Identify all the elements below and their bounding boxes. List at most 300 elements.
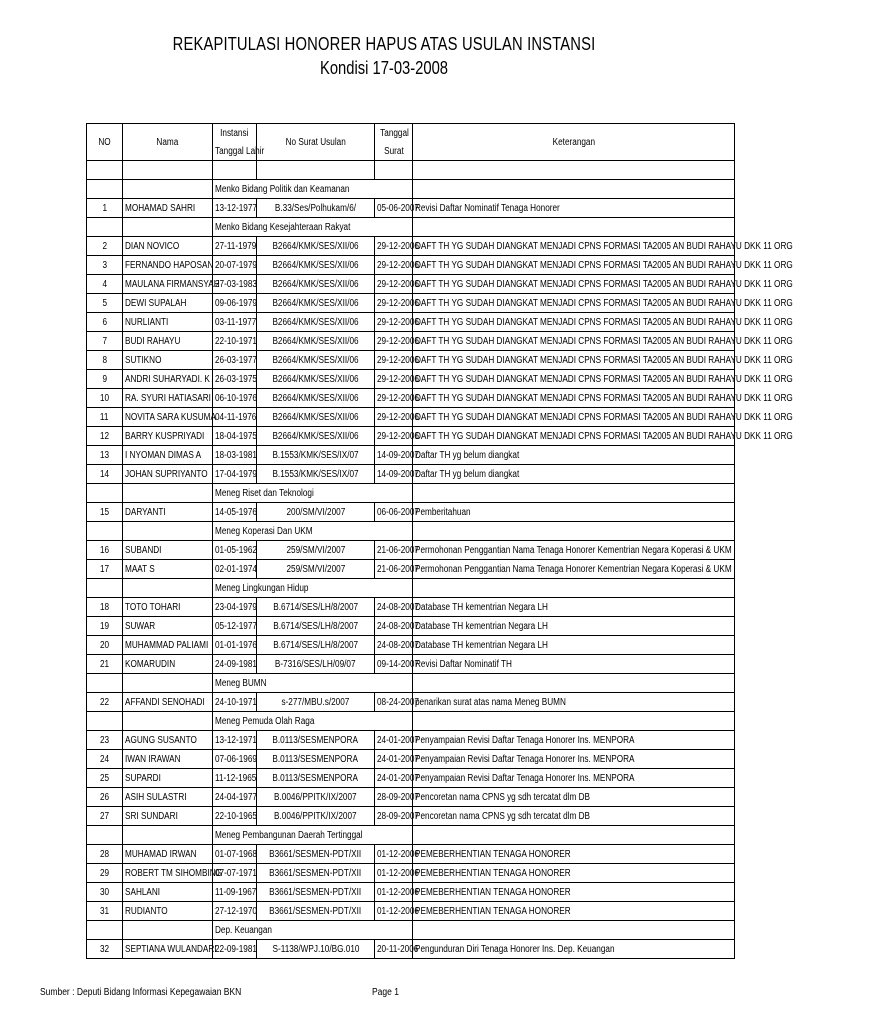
row-keterangan xyxy=(413,902,735,921)
row-tanggal-lahir-text: 14-05-1976 xyxy=(215,506,257,518)
row-keterangan xyxy=(413,788,735,807)
row-no-surat-text: 200/SM/VI/2007 xyxy=(286,506,345,518)
table-row xyxy=(87,446,735,465)
row-number xyxy=(87,503,123,522)
row-tanggal-lahir-text: 18-03-1981 xyxy=(215,449,257,461)
row-keterangan xyxy=(413,560,735,579)
table-row xyxy=(87,313,735,332)
row-number xyxy=(87,370,123,389)
row-keterangan-text: Penyampaian Revisi Daftar Tenaga Honorer Ins. MENPORA xyxy=(415,734,635,746)
section-label xyxy=(213,674,413,693)
row-no-surat-text: B.0113/SESMENPORA xyxy=(272,753,359,765)
row-keterangan-text: DAFT TH YG SUDAH DIANGKAT MENJADI CPNS FORMASI TA2005 AN BUDI RAHAYU DKK 11 ORG xyxy=(415,278,793,290)
section-label-text: Meneg Pembangunan Daerah Tertinggal xyxy=(215,829,363,841)
row-keterangan xyxy=(413,351,793,370)
header-nama: Nama xyxy=(123,124,213,161)
row-number-text: 31 xyxy=(99,905,110,917)
blank-cell xyxy=(87,161,123,180)
section-label xyxy=(213,579,413,598)
row-keterangan-text: Daftar TH yg belum diangkat xyxy=(415,468,520,480)
row-number xyxy=(87,560,123,579)
row-tanggal-surat xyxy=(375,389,419,408)
row-nama-text: SUWAR xyxy=(125,620,156,632)
row-number xyxy=(87,883,123,902)
row-tanggal-surat xyxy=(375,560,419,579)
row-tanggal-lahir xyxy=(213,370,257,389)
row-number-text: 9 xyxy=(102,373,107,385)
row-tanggal-surat xyxy=(375,465,419,484)
row-nama-text: ROBERT TM SIHOMBING xyxy=(125,867,223,879)
row-tanggal-surat xyxy=(375,731,419,750)
row-no-surat xyxy=(257,902,375,921)
row-tanggal-lahir xyxy=(213,427,257,446)
document-subtitle: Kondisi 17-03-2008 xyxy=(319,58,449,78)
row-tanggal-lahir-text: 22-10-1965 xyxy=(215,810,257,822)
row-tanggal-lahir xyxy=(213,769,257,788)
header-instansi: Instansi xyxy=(213,124,257,143)
row-tanggal-lahir-text: 11-12-1965 xyxy=(215,772,257,784)
row-keterangan-text: PEMEBERHENTIAN TENAGA HONORER xyxy=(415,848,571,860)
row-no-surat-text: B.33/Ses/Polhukam/6/ xyxy=(274,202,357,214)
row-nama-text: MUHAMMAD PALIAMI xyxy=(125,639,209,651)
row-no-surat-text: 259/SM/VI/2007 xyxy=(286,544,345,556)
row-tanggal-surat xyxy=(375,256,419,275)
row-no-surat xyxy=(257,655,375,674)
row-nama-text: SAHLANI xyxy=(125,886,161,898)
row-keterangan xyxy=(413,693,735,712)
table-row xyxy=(87,408,735,427)
row-tanggal-lahir-text: 20-07-1979 xyxy=(215,259,257,271)
row-nama-text: MUHAMAD IRWAN xyxy=(125,848,197,860)
row-keterangan xyxy=(413,864,735,883)
row-no-surat xyxy=(257,351,375,370)
row-number-text: 21 xyxy=(99,658,110,670)
row-nama xyxy=(123,389,213,408)
row-keterangan-text: DAFT TH YG SUDAH DIANGKAT MENJADI CPNS FORMASI TA2005 AN BUDI RAHAYU DKK 11 ORG xyxy=(415,297,793,309)
document-title: REKAPITULASI HONORER HAPUS ATAS USULAN INSTANSI xyxy=(172,34,596,54)
section-label-text: Menko Bidang Kesejahteraan Rakyat xyxy=(215,221,351,233)
row-keterangan xyxy=(413,332,793,351)
row-tanggal-surat-text: 01-12-2006 xyxy=(377,867,419,879)
row-no-surat-text: B2664/KMK/SES/XII/06 xyxy=(272,354,359,366)
row-number xyxy=(87,465,123,484)
table-row xyxy=(87,693,735,712)
row-nama-text: RUDIANTO xyxy=(125,905,168,917)
row-tanggal-lahir-text: 09-06-1979 xyxy=(215,297,257,309)
section-label-text: Meneg Koperasi Dan UKM xyxy=(215,525,313,537)
row-tanggal-lahir xyxy=(213,389,257,408)
row-tanggal-surat xyxy=(375,902,419,921)
section-ket-cell xyxy=(413,218,735,237)
row-tanggal-surat xyxy=(375,788,419,807)
row-tanggal-lahir-text: 17-04-1979 xyxy=(215,468,257,480)
row-keterangan-text: DAFT TH YG SUDAH DIANGKAT MENJADI CPNS FORMASI TA2005 AN BUDI RAHAYU DKK 11 ORG xyxy=(415,316,793,328)
table-row xyxy=(87,902,735,921)
row-keterangan-text: Daftar TH yg belum diangkat xyxy=(415,449,520,461)
row-tanggal-lahir xyxy=(213,617,257,636)
row-tanggal-lahir xyxy=(213,598,257,617)
row-tanggal-surat-text: 24-08-2007 xyxy=(377,639,419,651)
row-keterangan xyxy=(413,465,735,484)
row-nama xyxy=(123,503,213,522)
row-nama-text: I NYOMAN DIMAS A xyxy=(125,449,202,461)
table-body xyxy=(87,124,793,959)
row-tanggal-surat-text: 29-12-2006 xyxy=(377,297,419,309)
section-row xyxy=(87,921,735,940)
row-tanggal-lahir xyxy=(213,256,257,275)
row-tanggal-surat-text: 28-09-2007 xyxy=(377,810,419,822)
row-no-surat-text: B.0046/PPITK/IX/2007 xyxy=(274,791,357,803)
section-ket-cell xyxy=(413,921,735,940)
row-tanggal-lahir-text: 24-04-1977 xyxy=(215,791,257,803)
row-keterangan-text: Permohonan Penggantian Nama Tenaga Honorer Kementrian Negara Koperasi & UKM xyxy=(415,544,732,556)
section-no-cell xyxy=(87,484,123,503)
row-tanggal-surat xyxy=(375,693,419,712)
row-tanggal-lahir-text: 27-03-1983 xyxy=(215,278,257,290)
section-no-cell xyxy=(87,674,123,693)
section-name-cell xyxy=(123,579,213,598)
section-row xyxy=(87,180,735,199)
row-nama xyxy=(123,807,213,826)
row-tanggal-lahir xyxy=(213,883,257,902)
row-number-text: 25 xyxy=(99,772,110,784)
row-tanggal-surat xyxy=(375,655,419,674)
row-nama xyxy=(123,845,213,864)
row-number xyxy=(87,864,123,883)
row-number xyxy=(87,446,123,465)
table-row xyxy=(87,617,735,636)
row-tanggal-surat-text: 21-06-2007 xyxy=(377,544,419,556)
row-tanggal-lahir xyxy=(213,693,257,712)
row-nama-text: AFFANDI SENOHADI xyxy=(125,696,205,708)
row-number-text: 26 xyxy=(99,791,110,803)
row-tanggal-surat xyxy=(375,351,419,370)
section-no-cell xyxy=(87,579,123,598)
table-row xyxy=(87,370,735,389)
row-tanggal-surat xyxy=(375,617,419,636)
header-no-surat: No Surat Usulan xyxy=(257,124,375,161)
row-tanggal-surat-text: 20-11-2006 xyxy=(377,943,419,955)
row-number xyxy=(87,427,123,446)
section-no-cell xyxy=(87,826,123,845)
row-nama xyxy=(123,370,213,389)
row-keterangan xyxy=(413,408,793,427)
row-keterangan-text: Penyampaian Revisi Daftar Tenaga Honorer Ins. MENPORA xyxy=(415,772,635,784)
row-tanggal-surat xyxy=(375,598,419,617)
row-number-text: 11 xyxy=(100,411,109,423)
section-ket-cell xyxy=(413,522,735,541)
section-label-text: Dep. Keuangan xyxy=(215,924,273,936)
row-number xyxy=(87,788,123,807)
row-tanggal-surat-text: 09-14-2007 xyxy=(377,658,419,670)
row-number-text: 13 xyxy=(99,449,110,461)
row-number xyxy=(87,807,123,826)
row-number xyxy=(87,655,123,674)
row-number-text: 19 xyxy=(99,620,110,632)
row-no-surat xyxy=(257,617,375,636)
section-label xyxy=(213,484,413,503)
row-nama-text: SUPARDI xyxy=(125,772,161,784)
row-tanggal-lahir xyxy=(213,750,257,769)
row-nama-text: SEPTIANA WULANDARI xyxy=(125,943,217,955)
row-no-surat xyxy=(257,560,375,579)
row-keterangan xyxy=(413,883,735,902)
row-number xyxy=(87,256,123,275)
row-tanggal-surat-text: 29-12-2006 xyxy=(377,354,419,366)
row-tanggal-lahir-text: 24-10-1971 xyxy=(215,696,257,708)
row-nama-text: MAULANA FIRMANSYAH xyxy=(125,278,220,290)
row-keterangan xyxy=(413,636,735,655)
row-tanggal-lahir xyxy=(213,902,257,921)
table-row xyxy=(87,389,735,408)
table-header-row xyxy=(87,124,735,143)
row-tanggal-surat-text: 24-08-2007 xyxy=(377,601,419,613)
row-number-text: 8 xyxy=(102,354,107,366)
section-ket-cell xyxy=(413,579,735,598)
row-tanggal-lahir xyxy=(213,788,257,807)
row-nama xyxy=(123,655,213,674)
row-keterangan xyxy=(413,427,793,446)
header-no: NO xyxy=(87,124,123,161)
row-nama xyxy=(123,332,213,351)
row-nama-text: MAAT S xyxy=(125,563,155,575)
row-number xyxy=(87,940,123,959)
honorer-table xyxy=(86,123,793,959)
row-nama-text: SRI SUNDARI xyxy=(125,810,178,822)
row-no-surat-text: B2664/KMK/SES/XII/06 xyxy=(272,240,359,252)
row-tanggal-surat-text: 28-09-2007 xyxy=(377,791,419,803)
row-tanggal-lahir-text: 02-01-1974 xyxy=(215,563,257,575)
row-no-surat-text: B2664/KMK/SES/XII/06 xyxy=(272,392,359,404)
table-row xyxy=(87,807,735,826)
section-row xyxy=(87,484,735,503)
row-number-text: 7 xyxy=(102,335,107,347)
table-row xyxy=(87,541,735,560)
row-tanggal-surat xyxy=(375,845,419,864)
row-keterangan xyxy=(413,256,793,275)
row-tanggal-surat-text: 08-24-2007 xyxy=(377,696,419,708)
row-tanggal-surat xyxy=(375,237,419,256)
row-keterangan-text: PEMEBERHENTIAN TENAGA HONORER xyxy=(415,905,571,917)
row-tanggal-surat xyxy=(375,332,419,351)
row-tanggal-lahir-text: 27-11-1979 xyxy=(215,240,257,252)
row-no-surat xyxy=(257,883,375,902)
row-no-surat xyxy=(257,769,375,788)
section-no-cell xyxy=(87,522,123,541)
row-no-surat xyxy=(257,332,375,351)
row-no-surat-text: B2664/KMK/SES/XII/06 xyxy=(272,430,359,442)
row-tanggal-surat xyxy=(375,427,419,446)
row-keterangan xyxy=(413,370,793,389)
row-keterangan xyxy=(413,598,735,617)
section-no-cell xyxy=(87,180,123,199)
row-nama-text: MOHAMAD SAHRI xyxy=(125,202,196,214)
row-tanggal-surat xyxy=(375,864,419,883)
row-keterangan xyxy=(413,940,735,959)
row-tanggal-lahir-text: 22-10-1971 xyxy=(215,335,257,347)
row-nama-text: KOMARUDIN xyxy=(125,658,176,670)
section-label-text: Meneg Riset dan Teknologi xyxy=(215,487,314,499)
table-row xyxy=(87,655,735,674)
row-nama xyxy=(123,902,213,921)
row-tanggal-lahir-text: 11-09-1967 xyxy=(215,886,257,898)
row-no-surat-text: B3661/SESMEN-PDT/XII xyxy=(269,905,362,917)
row-keterangan-text: PEMEBERHENTIAN TENAGA HONORER xyxy=(415,886,571,898)
row-no-surat xyxy=(257,427,375,446)
section-name-cell xyxy=(123,522,213,541)
row-keterangan xyxy=(413,199,735,218)
row-nama xyxy=(123,883,213,902)
row-nama xyxy=(123,199,213,218)
row-number xyxy=(87,731,123,750)
blank-row xyxy=(87,161,735,180)
row-nama-text: NOVITA SARA KUSUMA xyxy=(125,411,216,423)
row-tanggal-lahir xyxy=(213,199,257,218)
row-nama-text: JOHAN SUPRIYANTO xyxy=(125,468,208,480)
row-tanggal-surat-text: 29-12-2006 xyxy=(377,278,419,290)
row-tanggal-surat xyxy=(375,370,419,389)
row-nama-text: IWAN IRAWAN xyxy=(125,753,181,765)
table-row xyxy=(87,560,735,579)
row-tanggal-surat xyxy=(375,408,419,427)
table-row xyxy=(87,427,735,446)
row-tanggal-lahir-text: 07-06-1969 xyxy=(215,753,257,765)
row-tanggal-surat-text: 29-12-2006 xyxy=(377,259,419,271)
row-nama xyxy=(123,940,217,959)
row-keterangan xyxy=(413,389,793,408)
section-name-cell xyxy=(123,674,213,693)
row-keterangan-text: Database TH kementrian Negara LH xyxy=(415,601,548,613)
section-ket-cell xyxy=(413,180,735,199)
row-number xyxy=(87,636,123,655)
row-tanggal-surat-text: 24-01-2007 xyxy=(377,753,419,765)
row-tanggal-lahir-text: 04-11-1976 xyxy=(215,411,257,423)
row-tanggal-lahir xyxy=(213,541,257,560)
row-nama-text: RA. SYURI HATIASARI xyxy=(125,392,211,404)
row-keterangan-text: DAFT TH YG SUDAH DIANGKAT MENJADI CPNS FORMASI TA2005 AN BUDI RAHAYU DKK 11 ORG xyxy=(415,373,793,385)
row-tanggal-surat-text: 24-01-2007 xyxy=(377,772,419,784)
row-number-text: 23 xyxy=(99,734,110,746)
row-nama xyxy=(123,693,213,712)
row-tanggal-lahir-text: 22-09-1981 xyxy=(215,943,257,955)
row-number xyxy=(87,408,123,427)
row-tanggal-lahir xyxy=(213,275,257,294)
row-no-surat-text: B.0046/PPITK/IX/2007 xyxy=(274,810,357,822)
row-tanggal-lahir-text: 27-12-1970 xyxy=(215,905,257,917)
row-no-surat xyxy=(257,845,375,864)
row-no-surat-text: B.0113/SESMENPORA xyxy=(272,772,359,784)
row-nama-text: DEWI SUPALAH xyxy=(125,297,187,309)
row-number xyxy=(87,237,123,256)
table-row xyxy=(87,199,735,218)
row-nama xyxy=(123,750,213,769)
header-surat: Surat xyxy=(375,142,413,161)
row-tanggal-lahir xyxy=(213,636,257,655)
row-number-text: 28 xyxy=(99,848,110,860)
row-no-surat xyxy=(257,294,375,313)
row-tanggal-lahir xyxy=(213,655,257,674)
row-no-surat xyxy=(257,636,375,655)
row-nama xyxy=(123,427,213,446)
section-no-cell xyxy=(87,921,123,940)
row-keterangan-text: DAFT TH YG SUDAH DIANGKAT MENJADI CPNS FORMASI TA2005 AN BUDI RAHAYU DKK 11 ORG xyxy=(415,335,793,347)
row-keterangan xyxy=(413,541,735,560)
row-nama xyxy=(123,560,213,579)
row-number xyxy=(87,313,123,332)
row-no-surat-text: B2664/KMK/SES/XII/06 xyxy=(272,259,359,271)
blank-cell xyxy=(123,161,213,180)
row-keterangan-text: DAFT TH YG SUDAH DIANGKAT MENJADI CPNS FORMASI TA2005 AN BUDI RAHAYU DKK 11 ORG xyxy=(415,392,793,404)
row-keterangan xyxy=(413,446,735,465)
row-number xyxy=(87,750,123,769)
row-tanggal-surat-text: 14-09-2007 xyxy=(377,468,419,480)
row-keterangan xyxy=(413,275,793,294)
row-tanggal-surat-text: 14-09-2007 xyxy=(377,449,419,461)
row-tanggal-lahir xyxy=(213,940,257,959)
header-tanggal-lahir: Tanggal Lahir xyxy=(213,142,257,161)
row-keterangan-text: penarikan surat atas nama Meneg BUMN xyxy=(415,696,566,708)
row-keterangan-text: Pencoretan nama CPNS yg sdh tercatat dlm DB xyxy=(415,791,591,803)
row-tanggal-surat xyxy=(375,503,419,522)
row-no-surat-text: S-1138/WPJ.10/BG.010 xyxy=(272,943,359,955)
row-keterangan-text: Pencoretan nama CPNS yg sdh tercatat dlm DB xyxy=(415,810,591,822)
row-number-text: 6 xyxy=(102,316,107,328)
blank-cell xyxy=(413,161,735,180)
row-nama xyxy=(123,864,223,883)
row-tanggal-lahir-text: 23-04-1979 xyxy=(215,601,257,613)
row-keterangan-text: DAFT TH YG SUDAH DIANGKAT MENJADI CPNS FORMASI TA2005 AN BUDI RAHAYU DKK 11 ORG xyxy=(415,411,793,423)
row-keterangan xyxy=(413,731,735,750)
row-keterangan-text: Revisi Daftar Nominatif Tenaga Honorer xyxy=(415,202,560,214)
row-number-text: 27 xyxy=(99,810,110,822)
row-no-surat-text: 259/SM/VI/2007 xyxy=(286,563,345,575)
section-label xyxy=(213,180,413,199)
header-tanggal: Tanggal xyxy=(375,124,413,143)
row-number-text: 15 xyxy=(99,506,110,518)
row-no-surat xyxy=(257,446,375,465)
row-keterangan xyxy=(413,313,793,332)
row-tanggal-surat-text: 29-12-2006 xyxy=(377,373,419,385)
row-nama xyxy=(123,294,213,313)
section-name-cell xyxy=(123,826,213,845)
row-number xyxy=(87,598,123,617)
row-keterangan xyxy=(413,503,735,522)
section-row xyxy=(87,826,735,845)
row-number xyxy=(87,769,123,788)
section-ket-cell xyxy=(413,826,735,845)
table-row xyxy=(87,275,735,294)
row-keterangan xyxy=(413,769,735,788)
section-label xyxy=(213,712,413,731)
row-no-surat xyxy=(257,731,375,750)
row-number-text: 1 xyxy=(102,202,107,214)
row-nama-text: NURLIANTI xyxy=(125,316,169,328)
row-tanggal-surat xyxy=(375,199,419,218)
row-tanggal-lahir-text: 07-07-1971 xyxy=(215,867,257,879)
row-no-surat xyxy=(257,788,375,807)
row-tanggal-surat xyxy=(375,636,419,655)
row-number xyxy=(87,294,123,313)
table-row xyxy=(87,788,735,807)
row-tanggal-surat xyxy=(375,313,419,332)
row-keterangan xyxy=(413,807,735,826)
row-tanggal-lahir xyxy=(213,807,257,826)
row-tanggal-surat-text: 24-01-2007 xyxy=(377,734,419,746)
table-row xyxy=(87,731,735,750)
section-row xyxy=(87,218,735,237)
row-no-surat-text: B3661/SESMEN-PDT/XII xyxy=(269,848,362,860)
section-label-text: Menko Bidang Politik dan Keamanan xyxy=(215,183,350,195)
